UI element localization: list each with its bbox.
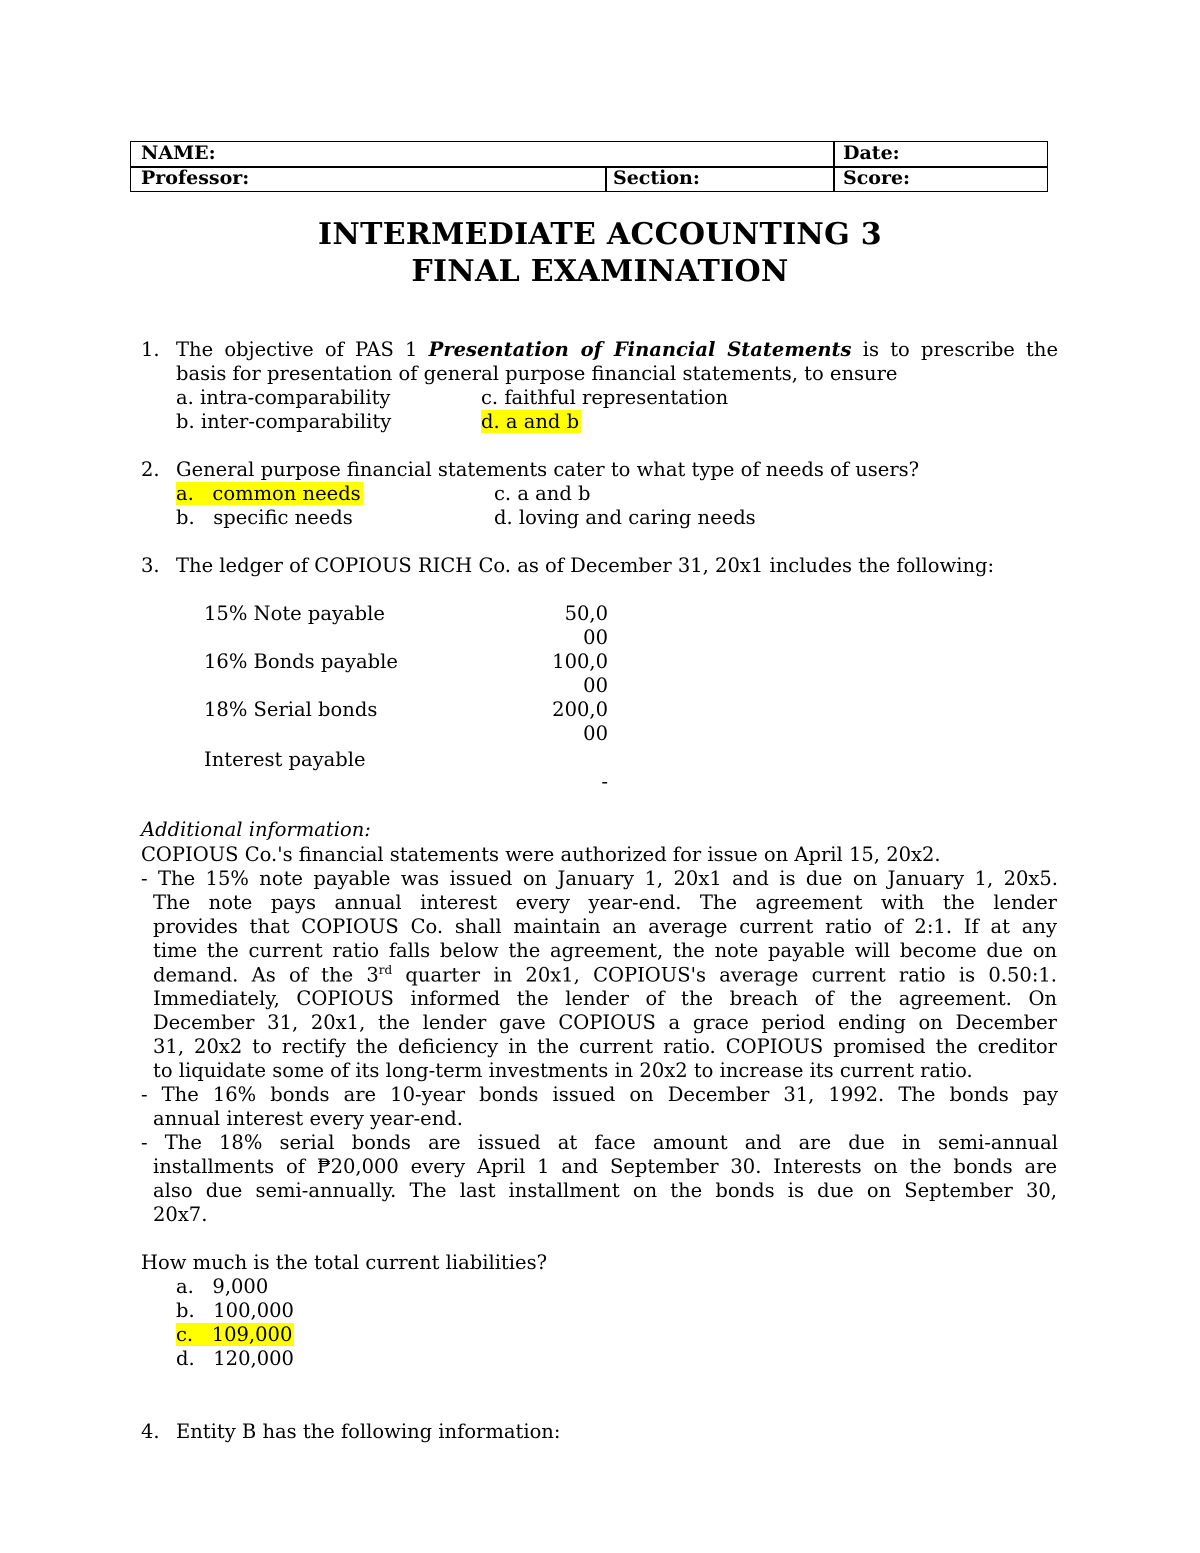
bullet1-line: The note pays annual interest every year-end. The agreement with the lender bbox=[153, 891, 1057, 914]
q1-text-pre: The objective of PAS 1 bbox=[176, 338, 429, 361]
bullet2-line: - The 16% bonds are 10-year bonds issued on December 31, 1992. The bonds pay bbox=[141, 1083, 1058, 1106]
bullet1-line: Immediately, COPIOUS informed the lender of the breach of the agreement. On bbox=[153, 987, 1057, 1010]
q1-number: 1. bbox=[141, 338, 160, 361]
q3-text: The ledger of COPIOUS RICH Co. as of December 31, 20x1 includes the following: bbox=[176, 554, 995, 577]
section-label: Section: bbox=[613, 167, 700, 189]
q3-number: 3. bbox=[141, 554, 160, 577]
q2-option-b: b. specific needs bbox=[176, 506, 353, 529]
q1-text-post: is to prescribe the bbox=[851, 338, 1058, 361]
q2-option-a-answer: a. common needs bbox=[176, 482, 361, 505]
bullet1-l5-pre: demand. As of the 3 bbox=[153, 963, 379, 987]
additional-info-heading: Additional information: bbox=[141, 818, 371, 841]
q2-option-c: c. a and b bbox=[494, 482, 591, 505]
info-intro: COPIOUS Co.'s financial statements were authorized for issue on April 15, 20x2. bbox=[141, 843, 941, 866]
ordinal-superscript: rd bbox=[378, 963, 393, 977]
exam-title-line2: FINAL EXAMINATION bbox=[411, 254, 789, 289]
q4-number: 4. bbox=[141, 1420, 160, 1443]
q2-option-d: d. loving and caring needs bbox=[494, 506, 756, 529]
header-col-divider-section bbox=[605, 167, 607, 191]
q1-option-a: a. intra-comparability bbox=[176, 386, 391, 409]
q3-option-a: a. 9,000 bbox=[176, 1275, 269, 1298]
q1-option-c: c. faithful representation bbox=[481, 386, 729, 409]
q1-text-line2: basis for presentation of general purpose financial statements, to ensure bbox=[176, 362, 898, 385]
header-col-divider-date bbox=[833, 142, 835, 191]
score-label: Score: bbox=[843, 167, 911, 189]
bullet1-line: December 31, 20x1, the lender gave COPIOUS a grace period ending on December bbox=[153, 1011, 1057, 1034]
bullet1-line: provides that COPIOUS Co. shall maintain an average current ratio of 2:1. If at any bbox=[153, 915, 1057, 938]
date-label: Date: bbox=[843, 142, 900, 164]
q1-option-d-answer: d. a and b bbox=[481, 410, 580, 433]
bullet2-last-line: annual interest every year-end. bbox=[153, 1107, 463, 1130]
bullet1-line: - The 15% note payable was issued on January 1, 20x1 and is due on January 1, 20x5. bbox=[141, 867, 1058, 890]
bullet1-line: time the current ratio falls below the agreement, the note payable will become due on bbox=[153, 939, 1057, 962]
ledger-row-label: 18% Serial bonds bbox=[204, 698, 378, 721]
ledger-row-amount: 100,0 bbox=[552, 650, 608, 673]
ledger-row-amount: 200,0 bbox=[552, 698, 608, 721]
q2-text: General purpose financial statements cater to what type of needs of users? bbox=[176, 458, 920, 481]
ledger-row-amount-wrap: - bbox=[601, 770, 608, 793]
ledger-row-label: 15% Note payable bbox=[204, 602, 385, 625]
bullet1-line bbox=[153, 963, 1057, 987]
bullet3-last-line: 20x7. bbox=[153, 1203, 208, 1226]
header-table bbox=[130, 141, 1048, 192]
exam-title-line1: INTERMEDIATE ACCOUNTING 3 bbox=[318, 217, 882, 252]
name-label: NAME: bbox=[141, 142, 216, 164]
professor-label: Professor: bbox=[141, 167, 250, 189]
bullet1-line: 31, 20x2 to rectify the deficiency in the current ratio. COPIOUS promised the creditor bbox=[153, 1035, 1057, 1058]
bullet1-l5-post: quarter in 20x1, COPIOUS's average current ratio is 0.50:1. bbox=[392, 963, 1057, 987]
q1-option-b: b. inter-comparability bbox=[176, 410, 392, 433]
q1-standard-title: Presentation of Financial Statements bbox=[428, 338, 852, 361]
q4-text: Entity B has the following information: bbox=[176, 1420, 561, 1443]
q2-number: 2. bbox=[141, 458, 160, 481]
q3-question: How much is the total current liabilities? bbox=[141, 1251, 548, 1274]
q3-option-b: b. 100,000 bbox=[176, 1299, 294, 1322]
bullet3-line: also due semi-annually. The last installment on the bonds is due on September 30, bbox=[153, 1179, 1057, 1202]
ledger-row-label: Interest payable bbox=[204, 748, 366, 771]
ledger-row-amount: 50,0 bbox=[564, 602, 608, 625]
ledger-row-label: 16% Bonds payable bbox=[204, 650, 398, 673]
bullet3-line: installments of ₱20,000 every April 1 and September 30. Interests on the bonds are bbox=[153, 1155, 1057, 1178]
q3-option-d: d. 120,000 bbox=[176, 1347, 294, 1370]
q3-option-c-answer: c. 109,000 bbox=[176, 1323, 293, 1346]
ledger-row-amount-wrap: 00 bbox=[583, 722, 608, 745]
ledger-row-amount-wrap: 00 bbox=[583, 674, 608, 697]
ledger-row-amount-wrap: 00 bbox=[583, 626, 608, 649]
bullet3-line: - The 18% serial bonds are issued at face amount and are due in semi-annual bbox=[141, 1131, 1058, 1154]
bullet1-last-line: to liquidate some of its long-term investments in 20x2 to increase its current ratio. bbox=[153, 1059, 973, 1082]
q1-text-line1 bbox=[176, 338, 1058, 361]
